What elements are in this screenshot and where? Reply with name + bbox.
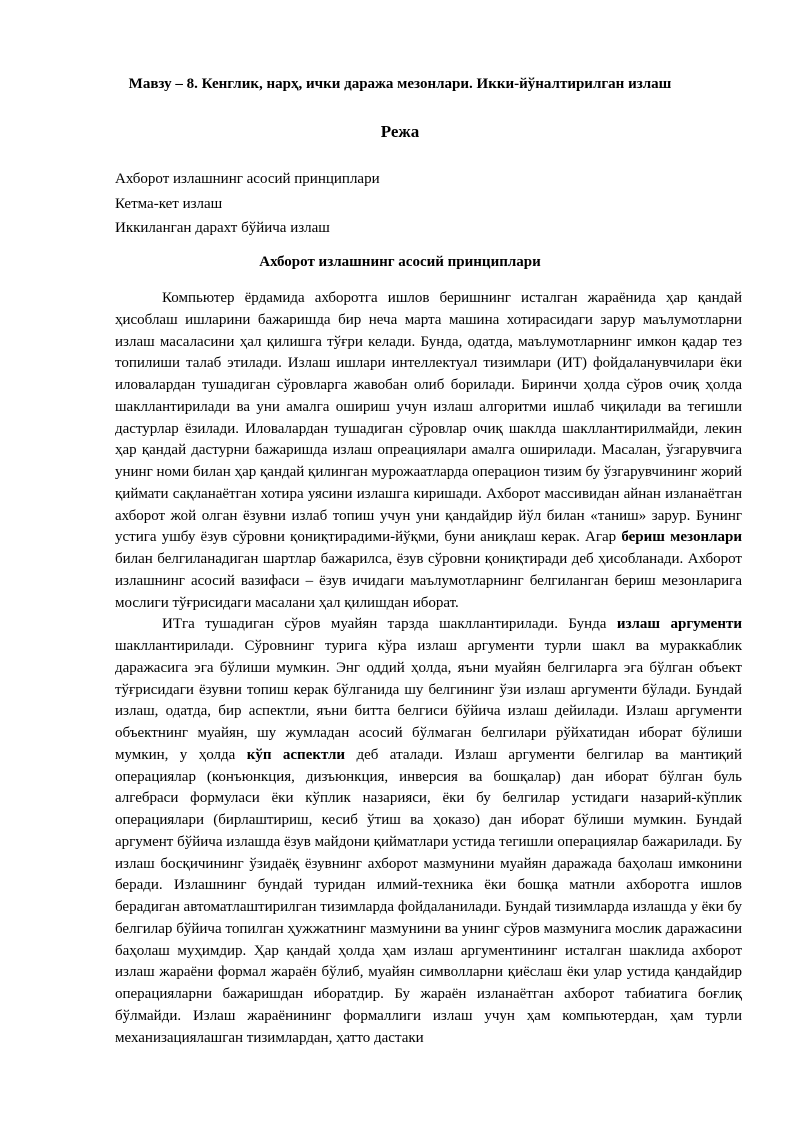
section-heading: Ахборот излашнинг асосий принциплари xyxy=(259,254,541,270)
paragraph-2: ИТга тушадиган сўров муайян тарзда шакллантирилади. Бунда излаш аргументи шакллантирилади. Сўровнинг турига кўра излаш аргументи турли шакл ва мураккаблик даражасига эга бўлиши мумкин. Энг оддий ҳолда, яъни муайян белгиларга эга бўлган объект тўғрисидаги ёзувни топиш керак бўлганида шу белгининг ўзи излаш аргументи бўлади. Бундай излаш, одатда, бир аспектли, яъни битта белгиси бўйича излаш дейилади. Излаш аргументи объектнинг муайян, шу жумладан асосий бўлмаган белгилари рўйхатидан иборат бўлиши мумкин, у ҳолда кўп аспектли деб аталади. Излаш аргументи белгилар ва мантиқий операциялар (конъюнкция, дизъюнкция, инверсия ва бошқалар) дан иборат бўлган буль алгебраси формуласи ёки кўплик назарияси, ёки бу белгилар устидаги назарий-кўплик операциялари (бирлаштириш, кесиб ўтиш ва ҳоказо) дан иборат бўлиши мумкин. Бундай аргумент бўйича излашда ёзув майдони қийматлари устида тегишли операциялар бажарилади. Бу излаш босқичининг ўзидаёқ ёзувнинг ахборот мазмунини муайян даражада баҳолаш имконини беради. Излашнинг бундай туридан илмий-техника ёки бошқа матнли ахборотга ишлов берадиган автоматлаштирилган тизимларда фойдаланилади. Бундай тизимларда излашда у ёки бу белгилар бўйича топилган ҳужжатнинг мазмунини ва унинг сўров мазмунига мослик даражасини баҳолаш муҳимдир. Ҳар қандай ҳолда ҳам излаш аргументининг исталган шаклида ахборот излаш жараёни формал жараён бўлиб, муайян символларни қиёслаш ёки улар устида қандайдир операцияларни бажаришдан иборатдир. Бу жараён изланаётган ахборот табиатига боғлиқ бўлмайди. Излаш жараёнининг формаллиги излаш учун ҳам компьютердан, ҳам турли механизациялашган тизимлардан, ҳатто дастаки xyxy=(115,616,742,1046)
bold-term: кўп аспектли xyxy=(246,746,346,763)
plan-item: Ахборот излашнинг асосий принциплари xyxy=(115,171,380,187)
plan-item: Кетма-кет излаш xyxy=(115,195,223,212)
plan-list xyxy=(115,168,380,242)
section-body xyxy=(115,288,742,1049)
plan-item: Иккиланган дарахт бўйича излаш xyxy=(115,220,330,236)
paragraph-1: Компьютер ёрдамида ахборотга ишлов беришнинг исталган жараёнида ҳар қандай ҳисоблаш ишларини бажаришда бир неча марта машина хотирасидаги зарур маълумотларни излаш масаласини ҳал қилишга тўғри келади. Бунда, одатда, маълумотларнинг имкон қадар тез топилиши талаб этилади. Излаш ишлари интеллектуал тизимлари (ИТ) фойдаланувчилари ёки иловалардан тушадиган сўровларга жавобан олиб борилади. Биринчи ҳолда сўров очиқ ҳолда шакллантирилади ва уни амалга ошириш учун излаш алгоритми ишлаб чиқилади ва тегишли дастурлар ёзилади. Иловалардан тушадиган сўровлар очиқ шаклда шакллантирилмайди, лекин ҳар қандай дастурни бажаришда излаш опреациялари амалга оширилади. Масалан, ўзгарувчига унинг номи билан ҳар қандай қилинган мурожаатларда операцион тизим бу ўзгарувчининг жорий қиймати сақланаётган хотира уясини излашга киришади. Ахборот массивидан айнан изланаётган ахборот жой олган ёзувни излаб топиш учун уни қандайдир йўл билан «таниш» зарур. Бунинг устига ушбу ёзув сўровни қониқтирадими-йўқми, буни аниқлаш керак. Агар бериш мезонлари билан белгиланадиган шартлар бажарилса, ёзув сўровни қониқтиради деб ҳисобланади. Ахборот излашнинг асосий вазифаси – ёзув ичидаги маълумотларнинг белгиланган бериш мезонларига мослиги тўғрисидаги масалани ҳал қилишдан иборат. xyxy=(115,290,742,611)
document-title: Мавзу – 8. Кенглик, нарҳ, ички даража мезонлари. Икки-йўналтирилган излаш xyxy=(128,76,672,92)
bold-term: бериш мезонлари xyxy=(621,529,742,546)
plan-heading: Режа xyxy=(380,122,420,141)
bold-term: излаш аргументи xyxy=(616,616,742,633)
